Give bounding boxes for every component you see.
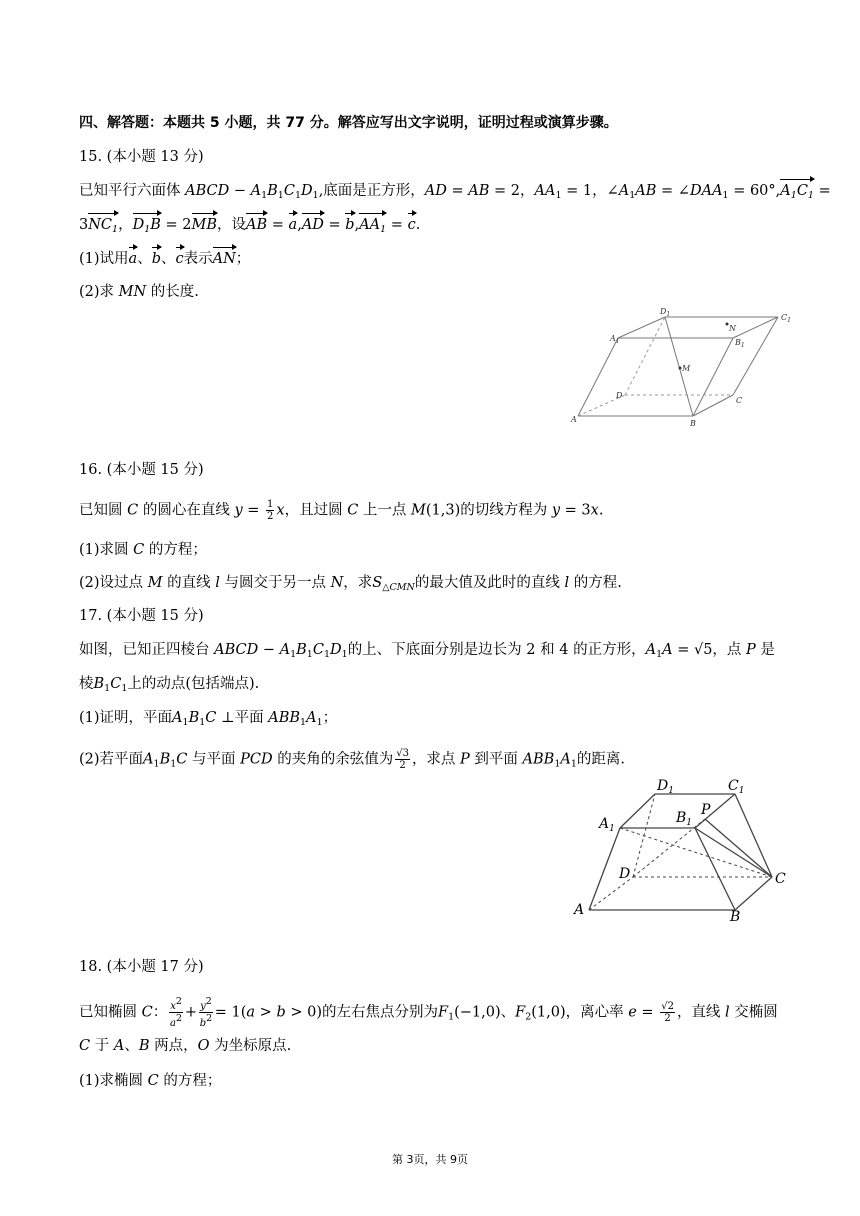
q18-header: 18. (本小题 17 分) [79,959,204,975]
fig15-label-B: B [690,419,696,428]
q17-part1: (1)证明，平面$A_1B_1C$ ⊥平面 $ABB_1A_1$； [79,710,338,728]
fig17-label-C1: $C_1$ [728,778,745,796]
q18-stem-line2: C 于 A、B 两点，O 为坐标原点. [79,1038,292,1054]
q17-frustum-figure [565,770,795,925]
fig15-label-A1: $A_1$ [610,334,620,345]
q15-header: 15. (本小题 13 分) [79,149,204,165]
section-heading: 四、解答题：本题共 5 小题，共 77 分。解答应写出文字说明，证明过程或演算步骤。 [79,115,618,131]
fig17-label-B: B [730,909,741,925]
fig17-label-A1: $A_1$ [599,816,615,834]
fig15-label-C1: $C_1$ [781,313,791,324]
fig17-label-P: P [701,802,711,818]
q18-part1: (1)求椭圆 C 的方程； [79,1073,222,1089]
fig17-label-D1: $D_1$ [657,778,674,796]
fig15-label-D: D [616,391,623,400]
page-footer: 第 3页，共 9页 [392,1153,468,1166]
q15-stem-line2: $3NC_1$，$D_1B = 2MB$，设AB = $a,AD = b,AA_1 = c$. [79,215,420,240]
fig15-label-C: C [736,396,743,405]
q17-stem-line2: 棱$B_1C_1$上的动点(包括端点). [79,676,260,694]
q15-parallelepiped-figure [568,300,798,430]
fig17-label-A: A [574,902,585,918]
fig17-label-D: D [619,866,631,882]
q17-stem-line1: 如图，已知正四棱台 ABCD − $A_1B_1C_1D_1$的上、下底面分别是边长为 2 和 4 的正方形，$A_1A = √5$，点 P 是 [79,642,775,660]
q16-header: 16. (本小题 15 分) [79,462,204,478]
fig15-label-B1: $B_1$ [735,338,745,349]
q16-part2: (2)设过点 M 的直线 l 与圆交于另一点 N，求$S_{\triangle CMN}$的最大值及此时的直线 l 的方程. [79,575,622,593]
q17-header: 17. (本小题 15 分) [79,608,204,624]
q18-stem-line1: 已知椭圆 C： $\frac{x^2}{a^2}$ + $\frac{y^2}{b^2}$ = 1(a > b > 0)的左右焦点分别为$F_1(-1,0)$、$F_2(1,0)$，离心率 e = $\frac{√2}{2}$ ，直线 l 交椭圆 [79,996,778,1029]
q15-part1: (1)试用a、b、c表示AN； [79,251,251,267]
q16-part1: (1)求圆 C 的方程； [79,542,207,558]
fig15-label-A: A [571,415,577,424]
q16-stem: 已知圆 C 的圆心在直线 y = $\frac{1}{2}$ x，且过圆 C 上一点 M(1,3)的切线方程为 y = 3x. [79,499,604,522]
q15-part2: (2)求 MN 的长度. [79,284,199,300]
fig15-label-N: N [729,324,736,333]
fig17-label-B1: $B_1$ [676,810,693,828]
q15-stem-line1: 已知平行六面体 ABCD − $A_1B_1C_1D_1$,底面是正方形，AD = AB = 2，$AA_1 = 1$，$\angle A_1AB$ = $\angle DAA_1 = 60^\circ,A_1C_1$ = [79,181,831,206]
q17-part2: (2)若平面$A_1B_1C$ 与平面 PCD 的夹角的余弦值为 $\frac{√3}{2}$ ，求点 P 到平面 $ABB_1A_1$的距离. [79,748,626,771]
fig17-label-C: C [775,871,786,887]
fig15-label-M: M [682,364,691,373]
fig15-label-D1: $D_1$ [660,307,671,318]
